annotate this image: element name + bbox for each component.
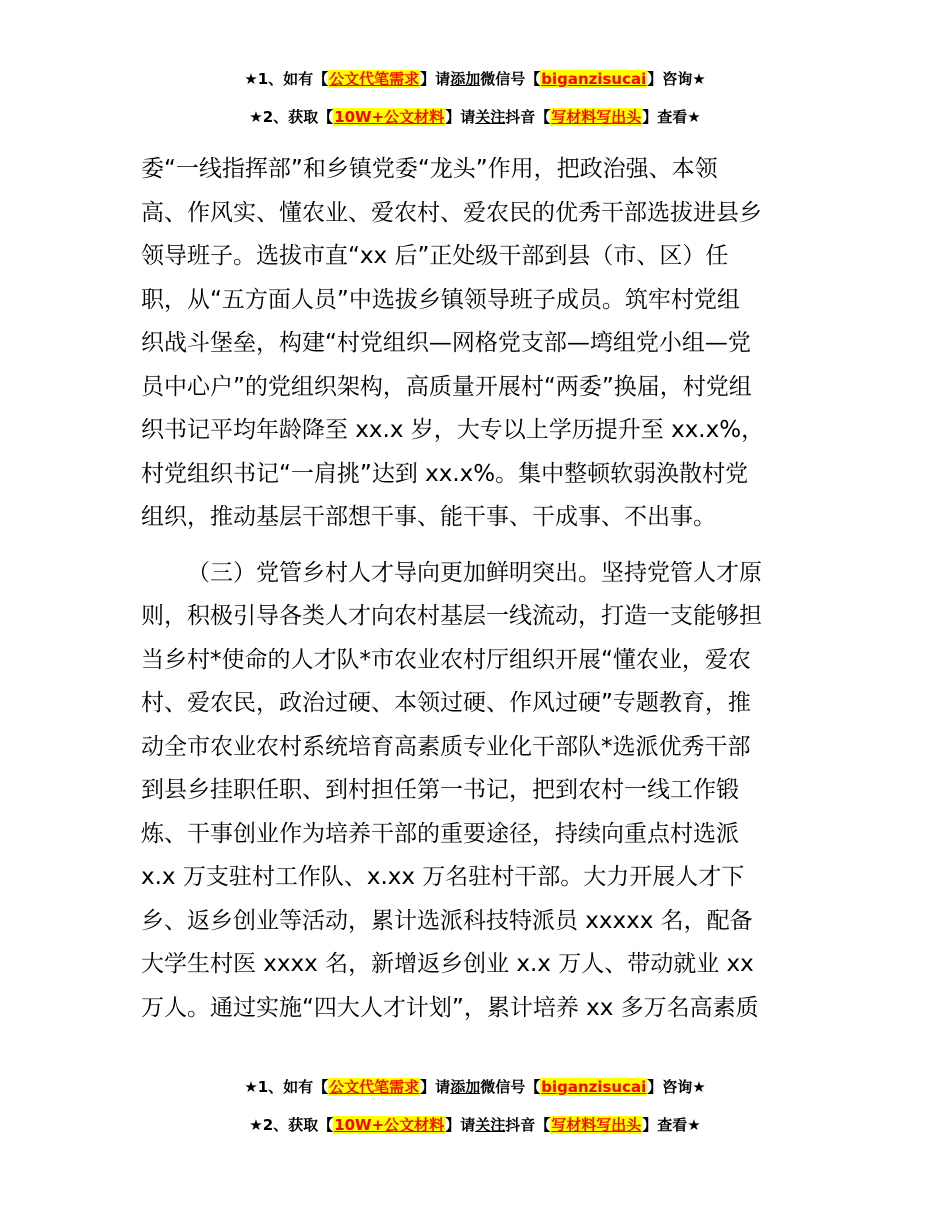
banner-text: 】查看★ (642, 108, 701, 126)
text-line: 到县乡挂职任职、到村担任第一书记，把到农村一线工作锻 (141, 777, 739, 803)
banner-highlight: 写材料写出头 (551, 108, 642, 126)
text-line: 当乡村*使命的人才队*市农业农村厅组织开展“懂农业，爱农 (141, 646, 751, 673)
banner-text: ★2、获取【 (249, 108, 334, 126)
banner-text: 抖音【 (505, 108, 551, 126)
paragraph-1 (141, 148, 813, 540)
paragraph-2 (141, 552, 813, 1031)
banner-text: 】咨询★ (647, 70, 706, 88)
banner-text: ★1、如有【 (244, 1078, 329, 1096)
text-line: 委“一线指挥部”和乡镇党委“龙头”作用，把政治强、本领 (141, 156, 718, 182)
banner-highlight: biganzisucai (541, 70, 647, 88)
banner-underline: 添加 (450, 1078, 481, 1096)
banner-highlight: 10W+公文材料 (334, 1116, 445, 1134)
banner-highlight: 写材料写出头 (551, 1116, 642, 1134)
text-line: 职，从“五方面人员”中选拔乡镇领导班子成员。筑牢村党组 (141, 286, 740, 313)
banner-text: 】查看★ (642, 1116, 701, 1134)
banner-text: 】请 (445, 1116, 476, 1134)
text-line: 动全市农业农村系统培育高素质专业化干部队*选派优秀干部 (141, 733, 751, 760)
banner-text: 】请 (420, 1078, 451, 1096)
banner-text: 抖音【 (505, 1116, 551, 1134)
text-line: 高、作风实、懂农业、爱农村、爱农民的优秀干部选拔进县乡 (141, 199, 762, 226)
banner-underline: 添加 (450, 70, 481, 88)
text-line: 则，积极引导各类人才向农村基层一线流动，打造一支能够担 (141, 603, 762, 629)
text-line: 炼、干事创业作为培养干部的重要途径，持续向重点村选派 (141, 820, 739, 847)
top-banner-line-1 (0, 68, 950, 90)
banner-highlight: 公文代笔需求 (329, 70, 420, 88)
text-line: 织战斗堡垒，构建“村党组织—网格党支部—塆组党小组—党 (141, 330, 751, 356)
banner-text: ★2、获取【 (249, 1116, 334, 1134)
banner-highlight: 10W+公文材料 (334, 108, 445, 126)
text-line: 员中心户”的党组织架构，高质量开展村“两委”换届，村党组 (141, 373, 752, 400)
banner-highlight: biganzisucai (541, 1078, 647, 1096)
text-line: x.x 万支驻村工作队、x.xx 万名驻村干部。大力开展人才下 (141, 864, 745, 890)
bottom-banner-line-1 (0, 1076, 950, 1098)
document-body (141, 148, 813, 1030)
banner-text: ★1、如有【 (244, 70, 329, 88)
banner-text: 】咨询★ (647, 1078, 706, 1096)
text-line: 村党组织书记“一肩挑”达到 xx.x%。集中整顿软弱涣散村党 (141, 460, 749, 487)
banner-highlight: 公文代笔需求 (329, 1078, 420, 1096)
text-line: （三）党管乡村人才导向更加鲜明突出。坚持党管人才原 (187, 559, 762, 586)
text-line: 大学生村医 xxxx 名，新增返乡创业 x.x 万人、带动就业 xx (141, 951, 754, 977)
top-banner-line-2 (0, 106, 950, 128)
banner-text: 】请 (420, 70, 451, 88)
banner-underline: 关注 (475, 108, 506, 126)
banner-text: 微信号【 (480, 70, 541, 88)
text-line: 万人。通过实施“四大人才计划”，累计培养 xx 多万名高素质 (141, 994, 759, 1021)
text-line: 组织，推动基层干部想干事、能干事、干成事、不出事。 (141, 504, 716, 530)
text-line: 村、爱农民，政治过硬、本领过硬、作风过硬”专题教育，推 (141, 690, 751, 716)
text-line: 织书记平均年龄降至 xx.x 岁，大专以上学历提升至 xx.x%， (141, 417, 765, 443)
banner-underline: 关注 (475, 1116, 506, 1134)
text-line: 乡、返乡创业等活动，累计选派科技特派员 xxxxx 名，配备 (141, 907, 753, 934)
bottom-banner-line-2 (0, 1114, 950, 1136)
banner-text: 】请 (445, 108, 476, 126)
banner-text: 微信号【 (480, 1078, 541, 1096)
text-line: 领导班子。选拔市直“xx 后”正处级干部到县（市、区）任 (141, 243, 729, 269)
